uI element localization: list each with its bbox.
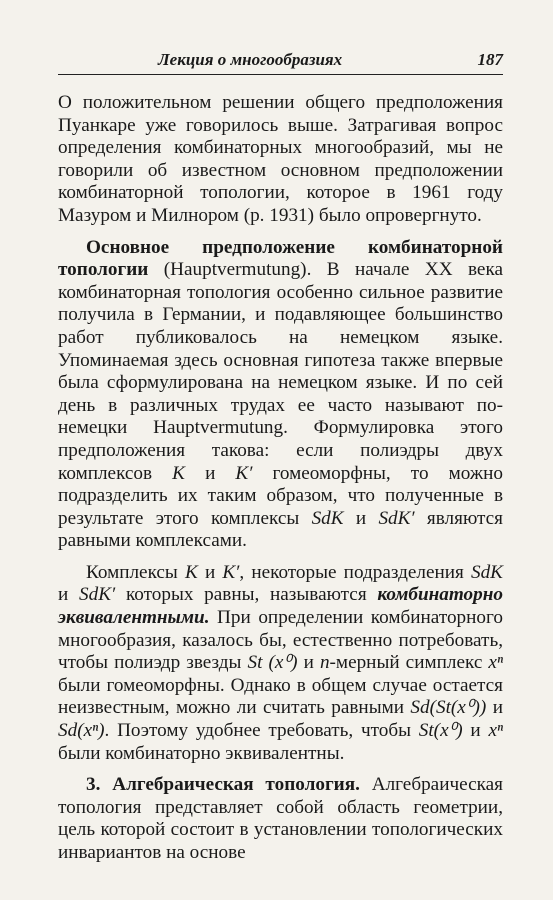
- paragraph-3-text: и: [486, 697, 503, 719]
- math-xn: xⁿ: [488, 652, 503, 674]
- paragraph-3-text: которых равны, называются: [115, 584, 378, 606]
- math-sdk: SdK: [311, 507, 344, 529]
- defined-term: комбинаторно эквивалентными.: [58, 584, 503, 629]
- paragraph-1: [58, 92, 503, 228]
- math-sdk-prime: SdK′: [378, 507, 415, 529]
- math-k: K: [184, 561, 198, 583]
- math-n: n: [319, 652, 330, 674]
- math-sd-xn: Sd(xⁿ): [58, 720, 105, 742]
- paragraph-3-text: Комплексы: [86, 561, 185, 583]
- math-sdk: SdK: [470, 561, 503, 583]
- math-k-prime: K′: [235, 462, 253, 484]
- paragraph-3-text: были гомеоморфны. Однако в общем случае остается неизвестным, можно ли считать равными: [58, 674, 503, 719]
- paragraph-3-text: При определении комбинаторного многообразия, казалось бы, естественно потребовать, чтобы полиэдр звезды: [58, 607, 503, 674]
- paragraph-2: [58, 237, 503, 553]
- paragraph-2-text: являются равными комплексами.: [58, 507, 503, 552]
- paragraph-3-text: и: [197, 561, 223, 583]
- section-heading-algebraic-topology: 3. Алгебраическая топология.: [86, 774, 360, 796]
- paragraph-3-text: , некоторые подразделения: [239, 561, 471, 583]
- body-text: [58, 92, 503, 865]
- math-sd-star: Sd(St(x⁰)): [410, 697, 487, 719]
- math-star: St(x⁰): [418, 720, 463, 742]
- paragraph-4-text: Алгебраическая топология представляет собой область геометрии, цель которой состоит в установлении топологических инвариантов на основе: [58, 774, 503, 863]
- paragraph-3: [58, 562, 503, 765]
- paragraph-3-text: и: [297, 652, 320, 674]
- paragraph-2-text: и: [184, 462, 236, 484]
- paragraph-2-text: гомеоморфны, то можно подразделить их таким образом, что полученные в результате этого комплексы: [58, 462, 503, 529]
- paragraph-2-text: и: [343, 507, 379, 529]
- math-k: K: [172, 462, 185, 484]
- paragraph-2-text: (Hauptvermutung). В начале XX века комбинаторная топология особенно сильное развитие получила в Германии, и подавляющее большинство работ публиковалось на немецком языке. Упоминаемая здесь основная гипотеза также впервые была сформулирована на немецком языке. И по сей день в различных трудах ее часто называют по-немецки Hauptvermutung. Формулировка этого предположения такова: если полиэдры двух комплексов: [58, 259, 503, 484]
- math-k-prime: K′: [222, 561, 240, 583]
- paragraph-3-text: -мерный симплекс: [329, 652, 489, 674]
- paragraph-3-text: и: [462, 720, 489, 742]
- math-star: St (x⁰): [247, 652, 298, 674]
- running-head: [58, 46, 503, 75]
- math-sdk-prime: SdK′: [79, 584, 116, 606]
- math-xn: xⁿ: [488, 720, 503, 742]
- page-number: 187: [477, 50, 503, 69]
- running-title: Лекция о многообразиях: [158, 50, 343, 69]
- paragraph-3-text: . Поэтому удобнее требовать, чтобы: [104, 720, 419, 742]
- paragraph-3-text: и: [58, 584, 80, 606]
- paragraph-1-text: О положительном решении общего предположения Пуанкаре уже говорилось выше. Затрагивая вопрос определения комбинаторных многообразий, мы не говорили об известном основном предположении комбинаторной топологии, которое в 1961 году Мазуром и Милнором (р. 1931) было опровергнуто.: [58, 92, 503, 226]
- paragraph-4: [58, 774, 503, 864]
- paragraph-3-text: были комбинаторно эквивалентны.: [58, 742, 345, 764]
- section-heading-hauptvermutung: Основное предположение комбинаторной топологии: [58, 236, 503, 281]
